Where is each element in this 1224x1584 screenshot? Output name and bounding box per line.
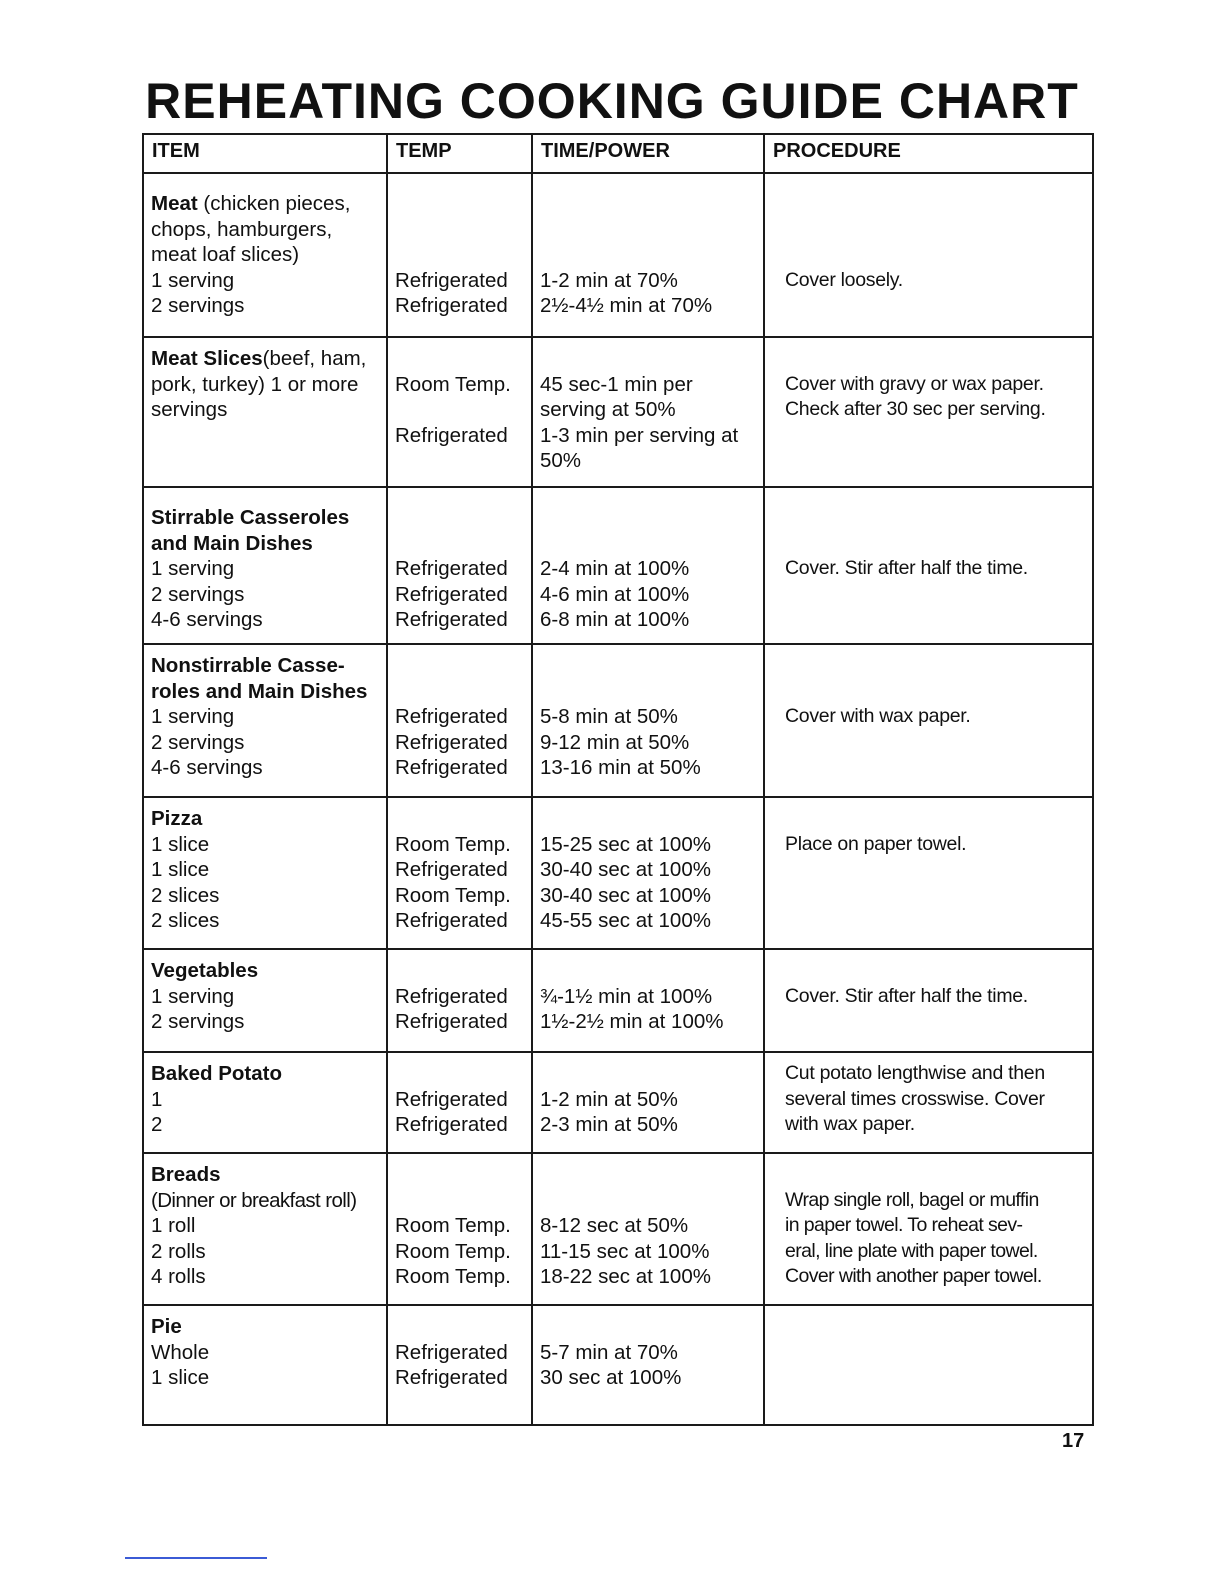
temp-value: Refrigerated: [395, 730, 508, 754]
time-value: 2-4 min at 100%: [540, 557, 690, 580]
item-name: Meat: [151, 192, 198, 215]
item-name: Baked Potato: [151, 1062, 282, 1085]
procedure-text: in paper towel. To reheat sev-: [785, 1214, 1023, 1236]
procedure-cell: [764, 797, 1093, 949]
item-cell: [143, 1052, 387, 1153]
procedure-cell: [764, 1305, 1093, 1425]
serving-size: 1 roll: [151, 1214, 196, 1237]
item-cell: [143, 644, 387, 797]
temp-cell: [387, 797, 532, 949]
item-name: Pie: [151, 1315, 182, 1338]
item-name: and Main Dishes: [151, 531, 313, 555]
serving-size: 1 serving: [151, 984, 235, 1008]
procedure-text: Cover with another paper towel.: [785, 1265, 1042, 1287]
header-time-power: TIME/POWER: [532, 134, 764, 173]
serving-size: 1: [151, 1087, 163, 1111]
time-value: 1-2 min at 50%: [540, 1087, 678, 1111]
serving-size: 1 serving: [151, 705, 235, 728]
procedure-text: Cut potato lengthwise and then: [785, 1062, 1045, 1084]
procedure-cell: [764, 1153, 1093, 1305]
item-name: Breads: [151, 1163, 221, 1186]
procedure-text: Cover. Stir after half the time.: [785, 557, 1028, 579]
temp-value: Refrigerated: [395, 423, 508, 447]
temp-cell: [387, 337, 532, 487]
temp-value: Refrigerated: [395, 557, 508, 580]
time-value: 2-3 min at 50%: [540, 1113, 678, 1136]
time-value: 5-8 min at 50%: [540, 705, 678, 728]
time-cell: [532, 644, 764, 797]
temp-value: Refrigerated: [395, 608, 508, 631]
time-value: 45-55 sec at 100%: [540, 909, 711, 932]
serving-size: 2 slices: [151, 883, 220, 907]
procedure-text: Place on paper towel.: [785, 832, 967, 855]
time-value: 5-7 min at 70%: [540, 1340, 678, 1364]
time-value: 1½-2½ min at 100%: [540, 1010, 724, 1033]
temp-value: Refrigerated: [395, 909, 508, 932]
item-cell: [143, 487, 387, 644]
item-cell: [143, 1153, 387, 1305]
temp-value: Refrigerated: [395, 1087, 508, 1111]
temp-value: Room Temp.: [395, 1239, 511, 1263]
procedure-text: eral, line plate with paper towel.: [785, 1239, 1038, 1262]
temp-value: Refrigerated: [395, 756, 508, 779]
time-cell: [532, 337, 764, 487]
table-row: [143, 1153, 1093, 1305]
table-row: [143, 337, 1093, 487]
item-description: (chicken pieces,: [197, 192, 351, 215]
temp-value: Refrigerated: [395, 984, 508, 1008]
procedure-text: with wax paper.: [785, 1113, 915, 1135]
header-temp: TEMP: [387, 134, 532, 173]
time-cell: [532, 797, 764, 949]
item-cell: [143, 797, 387, 949]
temp-value: Refrigerated: [395, 582, 508, 606]
time-cell: [532, 949, 764, 1052]
table-row: [143, 173, 1093, 337]
procedure-text: Check after 30 sec per serving.: [785, 398, 1046, 420]
serving-size: 2 servings: [151, 730, 245, 754]
item-description: (beef, ham,: [262, 347, 367, 370]
temp-value: Refrigerated: [395, 294, 508, 317]
serving-size: 2 servings: [151, 294, 245, 317]
serving-size: 2: [151, 1113, 163, 1136]
serving-size: Whole: [151, 1340, 210, 1364]
serving-size: 2 slices: [151, 909, 220, 932]
temp-value: Room Temp.: [395, 1265, 511, 1288]
temp-cell: [387, 1305, 532, 1425]
header-item: ITEM: [143, 134, 387, 173]
time-value: serving at 50%: [540, 398, 676, 421]
time-value: 11-15 sec at 100%: [540, 1239, 710, 1263]
footer-rule: [125, 1557, 267, 1559]
temp-value: Refrigerated: [395, 1010, 508, 1033]
serving-size: 1 slice: [151, 832, 210, 856]
time-cell: [532, 487, 764, 644]
serving-size: 1 serving: [151, 268, 235, 292]
header-procedure: PROCEDURE: [764, 134, 1093, 173]
serving-size: 4-6 servings: [151, 608, 263, 631]
procedure-cell: [764, 337, 1093, 487]
temp-value: Refrigerated: [395, 1340, 508, 1364]
time-value: 1-2 min at 70%: [540, 268, 678, 292]
procedure-text: Cover with gravy or wax paper.: [785, 372, 1044, 395]
procedure-cell: [764, 1052, 1093, 1153]
time-value: 30-40 sec at 100%: [540, 858, 711, 881]
temp-value: Room Temp.: [395, 372, 511, 396]
temp-value: Refrigerated: [395, 705, 508, 728]
table-row: [143, 1305, 1093, 1425]
temp-cell: [387, 1052, 532, 1153]
serving-size: 2 servings: [151, 582, 245, 606]
time-value: 30-40 sec at 100%: [540, 883, 711, 907]
item-name: Nonstirrable Casse-: [151, 654, 345, 677]
time-value: 9-12 min at 50%: [540, 730, 690, 754]
temp-value: Refrigerated: [395, 858, 508, 881]
page-number: 17: [1062, 1430, 1085, 1452]
procedure-text: Cover loosely.: [785, 268, 903, 291]
item-cell: [143, 949, 387, 1052]
serving-size: 2 servings: [151, 1010, 245, 1033]
serving-size: 4-6 servings: [151, 756, 263, 779]
table-row: [143, 487, 1093, 644]
temp-cell: [387, 949, 532, 1052]
item-description: pork, turkey) 1 or more: [151, 372, 359, 396]
time-cell: [532, 1153, 764, 1305]
reheating-guide-table: [142, 133, 1094, 1426]
temp-value: Refrigerated: [395, 1113, 508, 1136]
header-row: [143, 134, 1093, 173]
temp-value: Refrigerated: [395, 1366, 508, 1389]
time-value: 13-16 min at 50%: [540, 756, 701, 779]
procedure-cell: [764, 487, 1093, 644]
item-cell: [143, 337, 387, 487]
item-description: servings: [151, 398, 228, 421]
temp-value: Room Temp.: [395, 832, 511, 856]
item-name: Pizza: [151, 807, 203, 830]
serving-size: 1 slice: [151, 858, 210, 881]
procedure-text: Cover with wax paper.: [785, 705, 971, 727]
time-value: 2½-4½ min at 70%: [540, 294, 713, 317]
procedure-text: Wrap single roll, bagel or muffin: [785, 1188, 1039, 1211]
table-row: [143, 1052, 1093, 1153]
time-cell: [532, 173, 764, 337]
serving-size: 1 serving: [151, 557, 235, 580]
serving-size: 1 slice: [151, 1366, 210, 1389]
temp-cell: [387, 173, 532, 337]
temp-value: Room Temp.: [395, 883, 511, 907]
time-value: 15-25 sec at 100%: [540, 832, 711, 856]
temp-cell: [387, 644, 532, 797]
time-value: ¾-1½ min at 100%: [540, 984, 713, 1008]
item-description: meat loaf slices): [151, 243, 300, 266]
time-value: 30 sec at 100%: [540, 1366, 682, 1389]
time-value: 6-8 min at 100%: [540, 608, 690, 631]
item-cell: [143, 1305, 387, 1425]
procedure-text: Cover. Stir after half the time.: [785, 984, 1028, 1007]
time-cell: [532, 1052, 764, 1153]
time-value: 8-12 sec at 50%: [540, 1214, 689, 1237]
item-description: (Dinner or breakfast roll): [151, 1188, 357, 1212]
temp-cell: [387, 1153, 532, 1305]
serving-size: 4 rolls: [151, 1265, 206, 1288]
procedure-text: several times crosswise. Cover: [785, 1087, 1045, 1110]
procedure-cell: [764, 644, 1093, 797]
item-name: Stirrable Casseroles: [151, 506, 350, 529]
table-row: [143, 797, 1093, 949]
time-value: 18-22 sec at 100%: [540, 1265, 711, 1288]
table-row: [143, 644, 1093, 797]
item-name: roles and Main Dishes: [151, 679, 368, 703]
item-description: chops, hamburgers,: [151, 217, 333, 241]
time-value: 1-3 min per serving at: [540, 423, 739, 447]
time-value: 4-6 min at 100%: [540, 582, 690, 606]
serving-size: 2 rolls: [151, 1239, 206, 1263]
temp-value: Refrigerated: [395, 268, 508, 292]
temp-value: Room Temp.: [395, 1214, 511, 1237]
page-title: REHEATING COOKING GUIDE CHART: [145, 73, 1079, 129]
time-value: 45 sec-1 min per: [540, 372, 693, 396]
procedure-cell: [764, 173, 1093, 337]
procedure-cell: [764, 949, 1093, 1052]
item-name: Vegetables: [151, 959, 259, 982]
table-row: [143, 949, 1093, 1052]
item-cell: [143, 173, 387, 337]
time-cell: [532, 1305, 764, 1425]
item-name: Meat Slices: [151, 347, 263, 370]
temp-cell: [387, 487, 532, 644]
time-value: 50%: [540, 449, 582, 472]
